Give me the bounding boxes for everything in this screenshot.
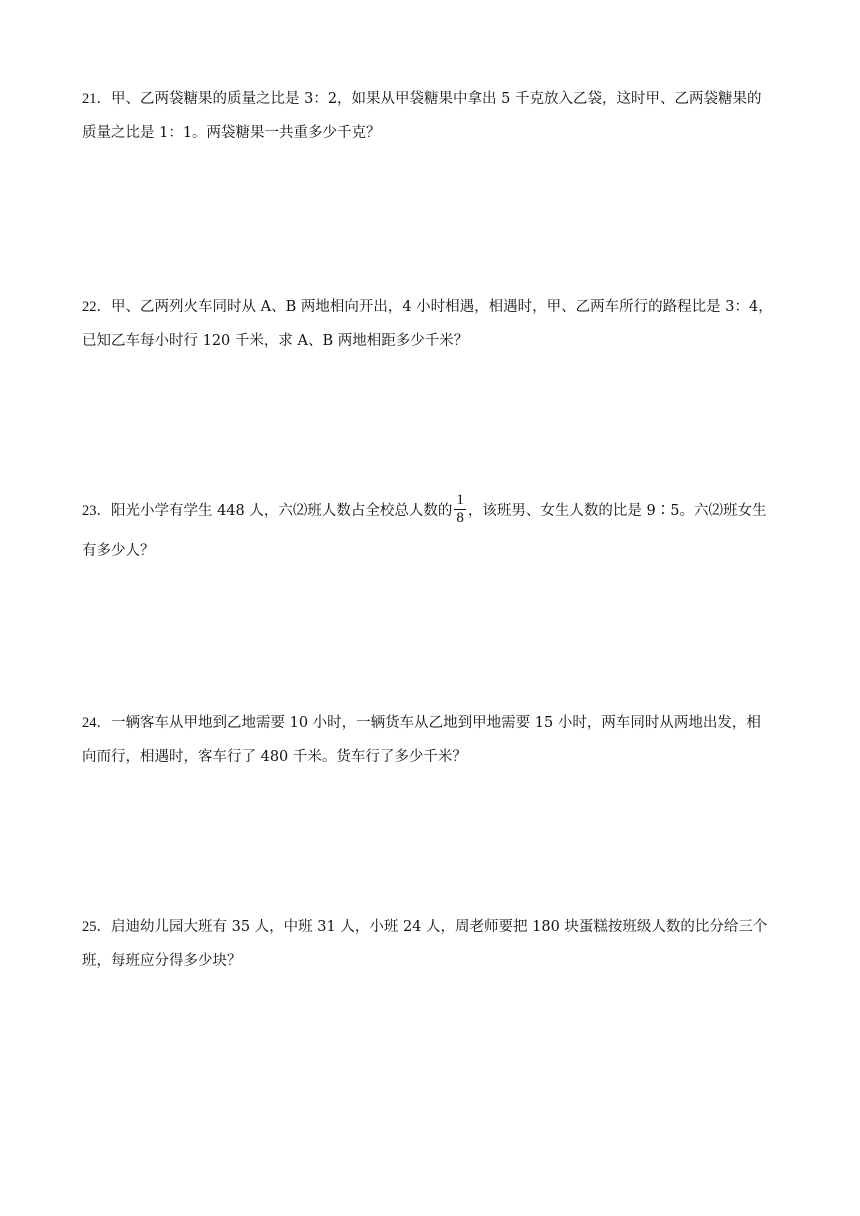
question-22 [82,290,810,358]
question-25-line-2: 班，每班应分得多少块？ [82,953,242,969]
question-23-line-2: 有多少人？ [82,543,155,559]
question-24 [82,706,810,774]
question-number: 24． [82,715,111,731]
question-number: 21． [82,91,111,107]
question-text: 甲、乙两袋糖果的质量之比是 3：2，如果从甲袋糖果中拿出 5 千克放入乙袋，这时甲、乙两袋糖果的 [111,91,762,107]
question-23-line-1 [82,488,810,534]
question-number: 25． [82,919,111,935]
question-22-line-1 [82,290,810,324]
question-23 [82,488,810,568]
question-text: 启迪幼儿园大班有 35 人，中班 31 人，小班 24 人，周老师要把 180 块蛋糕按班级人数的比分给三个 [111,919,768,935]
question-text: 阳光小学有学生 448 人，六⑵班人数占全校总人数的 [111,503,453,519]
fraction [454,492,466,527]
question-21-line-1 [82,82,810,116]
question-25 [82,910,810,978]
question-text: 甲、乙两列火车同时从 A、B 两地相向开出，4 小时相遇，相遇时，甲、乙两车所行的路程比是 3：4， [111,299,773,315]
question-22-line-2: 已知乙车每小时行 120 千米，求 A、B 两地相距多少千米？ [82,333,469,349]
question-text: ，该班男、女生人数的比是 9∶5。六⑵班女生 [467,503,767,519]
question-text: 一辆客车从甲地到乙地需要 10 小时，一辆货车从乙地到甲地需要 15 小时，两车同时从两地出发，相 [111,715,761,731]
question-number: 22． [82,299,111,315]
question-25-line-1 [82,910,810,944]
question-24-line-1 [82,706,810,740]
fraction-denominator: 8 [456,509,464,526]
question-21 [82,82,810,150]
fraction-numerator: 1 [456,491,464,508]
question-number: 23． [82,503,111,519]
question-24-line-2: 向而行，相遇时，客车行了 480 千米。货车行了多少千米？ [82,749,467,765]
question-21-line-2: 质量之比是 1：1。两袋糖果一共重多少千克？ [82,125,381,141]
